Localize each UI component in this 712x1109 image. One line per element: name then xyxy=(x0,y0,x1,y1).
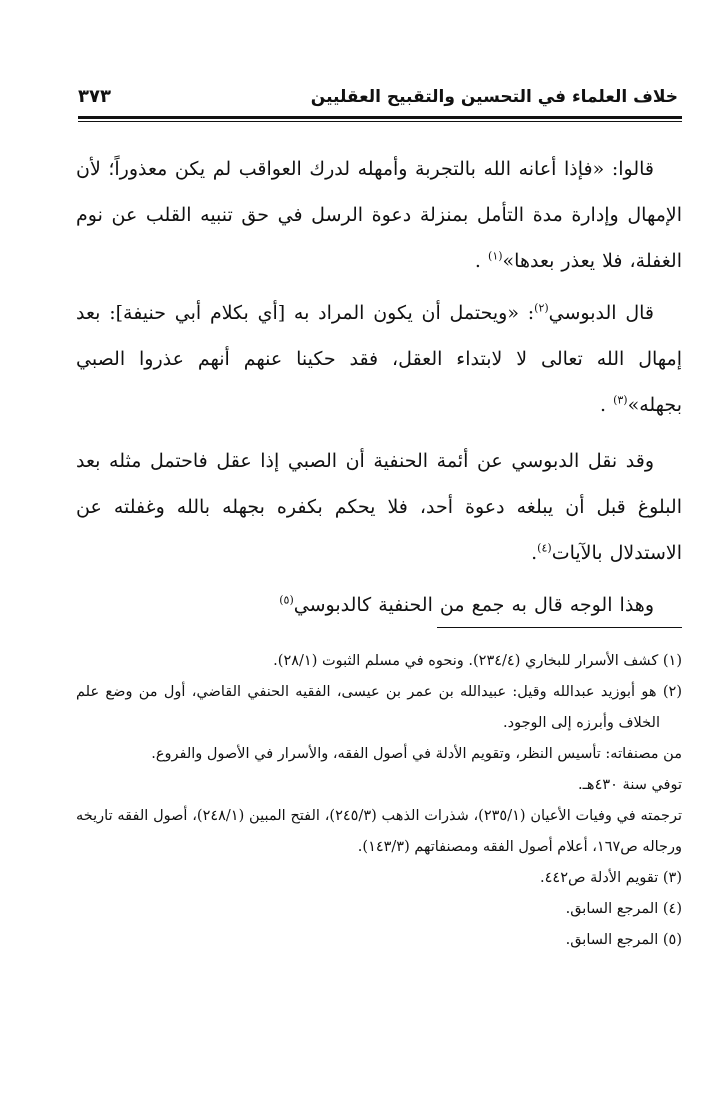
paragraph-1-end: . xyxy=(474,250,489,272)
header-rule-thin xyxy=(78,121,682,122)
main-text xyxy=(76,146,682,634)
footnote-2: (٢) هو أبوزيد عبدالله وقيل: عبيدالله بن عمر بن عيسى، الفقيه الحنفي القاضي، أول من وضع علم الخلاف وأبرزه إلى الوجود. xyxy=(76,684,682,731)
footnote-2-works: من مصنفاته: تأسيس النظر، وتقويم الأدلة في أصول الفقه، والأسرار في الأصول والفروع. xyxy=(151,746,682,762)
paragraph-2 xyxy=(76,290,682,428)
running-title: خلاف العلماء في التحسين والتقبيح العقليين xyxy=(310,87,678,107)
footnote-2-sources: ترجمته في وفيات الأعيان (٢٣٥/١)، شذرات الذهب (٢٤٥/٣)، الفتح المبين (٢٤٨/١)، أصول الفقه تاريخه ورجاله ص١٦٧، أعلام أصول الفقه ومصنفاتهم (١٤٣/٣). xyxy=(76,808,682,855)
header-rule-thick xyxy=(78,116,682,119)
footnote-separator xyxy=(437,627,682,628)
footnote-ref-2: (٢) xyxy=(534,301,549,315)
footnote-4: (٤) المرجع السابق. xyxy=(565,901,682,917)
page-header xyxy=(78,84,678,112)
footnote-ref-1: (١) xyxy=(488,249,503,263)
footnote-ref-5: (٥) xyxy=(279,593,294,607)
paragraph-1 xyxy=(76,146,682,284)
paragraph-1-text: قالوا: «فإذا أعانه الله بالتجربة وأمهله لدرك العواقب لم يكن معذوراً؛ لأن الإمهال وإدارة مدة التأمل بمنزلة دعوة الرسل في حق تنبيه القلب عن نوم الغفلة، فلا يعذر بعدها» xyxy=(76,158,682,272)
footnote-5: (٥) المرجع السابق. xyxy=(565,932,682,948)
footnote-ref-4: (٤) xyxy=(537,541,552,555)
page-number: ٣٧٣ xyxy=(78,86,111,107)
paragraph-2-text-a: قال الدبوسي xyxy=(548,302,654,324)
paragraph-3 xyxy=(76,438,682,576)
paragraph-2-end: . xyxy=(599,394,614,416)
paragraph-4-text: وهذا الوجه قال به جمع من الحنفية كالدبوسي xyxy=(293,594,654,616)
footnote-2-death: توفي سنة ٤٣٠هـ. xyxy=(578,777,682,793)
footnote-ref-3: (٣) xyxy=(613,393,628,407)
paragraph-3-end: . xyxy=(531,542,538,564)
footnotes xyxy=(76,646,682,956)
footnote-1: (١) كشف الأسرار للبخاري (٢٣٤/٤). ونحوه في مسلم الثبوت (٢٨/١). xyxy=(273,653,682,669)
paragraph-3-text: وقد نقل الدبوسي عن أئمة الحنفية أن الصبي إذا عقل فاحتمل مثله بعد البلوغ قبل أن يبلغه دعوة أحد، فلا يحكم بكفره بجهله بالله وغفلته عن الاستدلال بالآيات xyxy=(76,450,682,564)
footnote-3: (٣) تقويم الأدلة ص٤٤٢. xyxy=(540,870,682,886)
paragraph-2-text-b: : «ويحتمل أن يكون المراد به [أي بكلام أبي حنيفة]: بعد إمهال الله تعالى لا لابتداء العقل، فقد حكينا عنهم أنهم عذروا الصبي بجهله» xyxy=(76,302,682,416)
paragraph-4 xyxy=(76,582,682,628)
